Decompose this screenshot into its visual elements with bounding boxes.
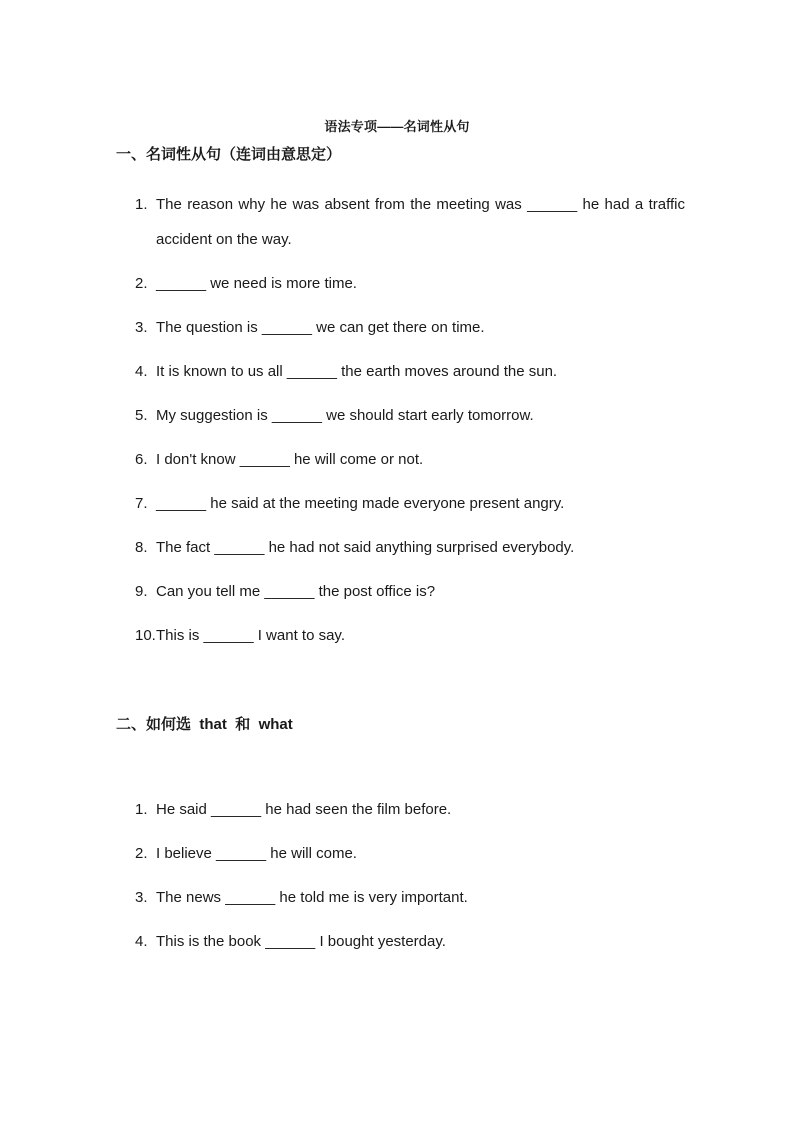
- section-2-heading-word-that: that: [199, 716, 227, 733]
- question-text: The question is ______ we can get there on time.: [156, 319, 485, 336]
- section-2-heading-prefix: 二、如何选: [116, 716, 192, 733]
- section-1-heading: 一、名词性从句（连词由意思定）: [116, 146, 342, 163]
- question-text: He said ______ he had seen the film before.: [156, 801, 452, 818]
- question-number: 7.: [135, 495, 148, 512]
- question-number: 2.: [135, 845, 148, 862]
- question-number: 6.: [135, 451, 148, 468]
- question-number: 5.: [135, 407, 148, 424]
- section-2-heading: [116, 713, 293, 734]
- question-number: 1.: [135, 801, 148, 818]
- page-title: 语法专项——名词性从句: [324, 119, 470, 134]
- question-text: This is ______ I want to say.: [156, 627, 345, 644]
- question-text: This is the book ______ I bought yesterday.: [156, 933, 446, 950]
- question-text: The fact ______ he had not said anything surprised everybody.: [156, 539, 575, 556]
- question-text: ______ we need is more time.: [156, 275, 357, 292]
- question-text: I don't know ______ he will come or not.: [156, 451, 424, 468]
- question-number: 4.: [135, 363, 148, 380]
- question-number: 2.: [135, 275, 148, 292]
- question-text: The news ______ he told me is very important.: [156, 889, 468, 906]
- question-number: 9.: [135, 583, 148, 600]
- question-text: The reason why he was absent from the meeting was ______ he had a traffic accident on the way.: [156, 196, 685, 248]
- question-number: 3.: [135, 889, 148, 906]
- question-text: ______ he said at the meeting made everyone present angry.: [156, 495, 565, 512]
- question-number: 4.: [135, 933, 148, 950]
- question-text: It is known to us all ______ the earth moves around the sun.: [156, 363, 558, 380]
- question-text: I believe ______ he will come.: [156, 845, 357, 862]
- question-text: Can you tell me ______ the post office is?: [156, 583, 436, 600]
- section-2-heading-word-what: what: [258, 716, 293, 733]
- question-text: My suggestion is ______ we should start early tomorrow.: [156, 407, 534, 424]
- question-number: 8.: [135, 539, 148, 556]
- question-number: 3.: [135, 319, 148, 336]
- question-number: 10.: [135, 627, 156, 644]
- section-2-heading-mid: 和: [235, 716, 251, 733]
- question-number: 1.: [135, 196, 148, 213]
